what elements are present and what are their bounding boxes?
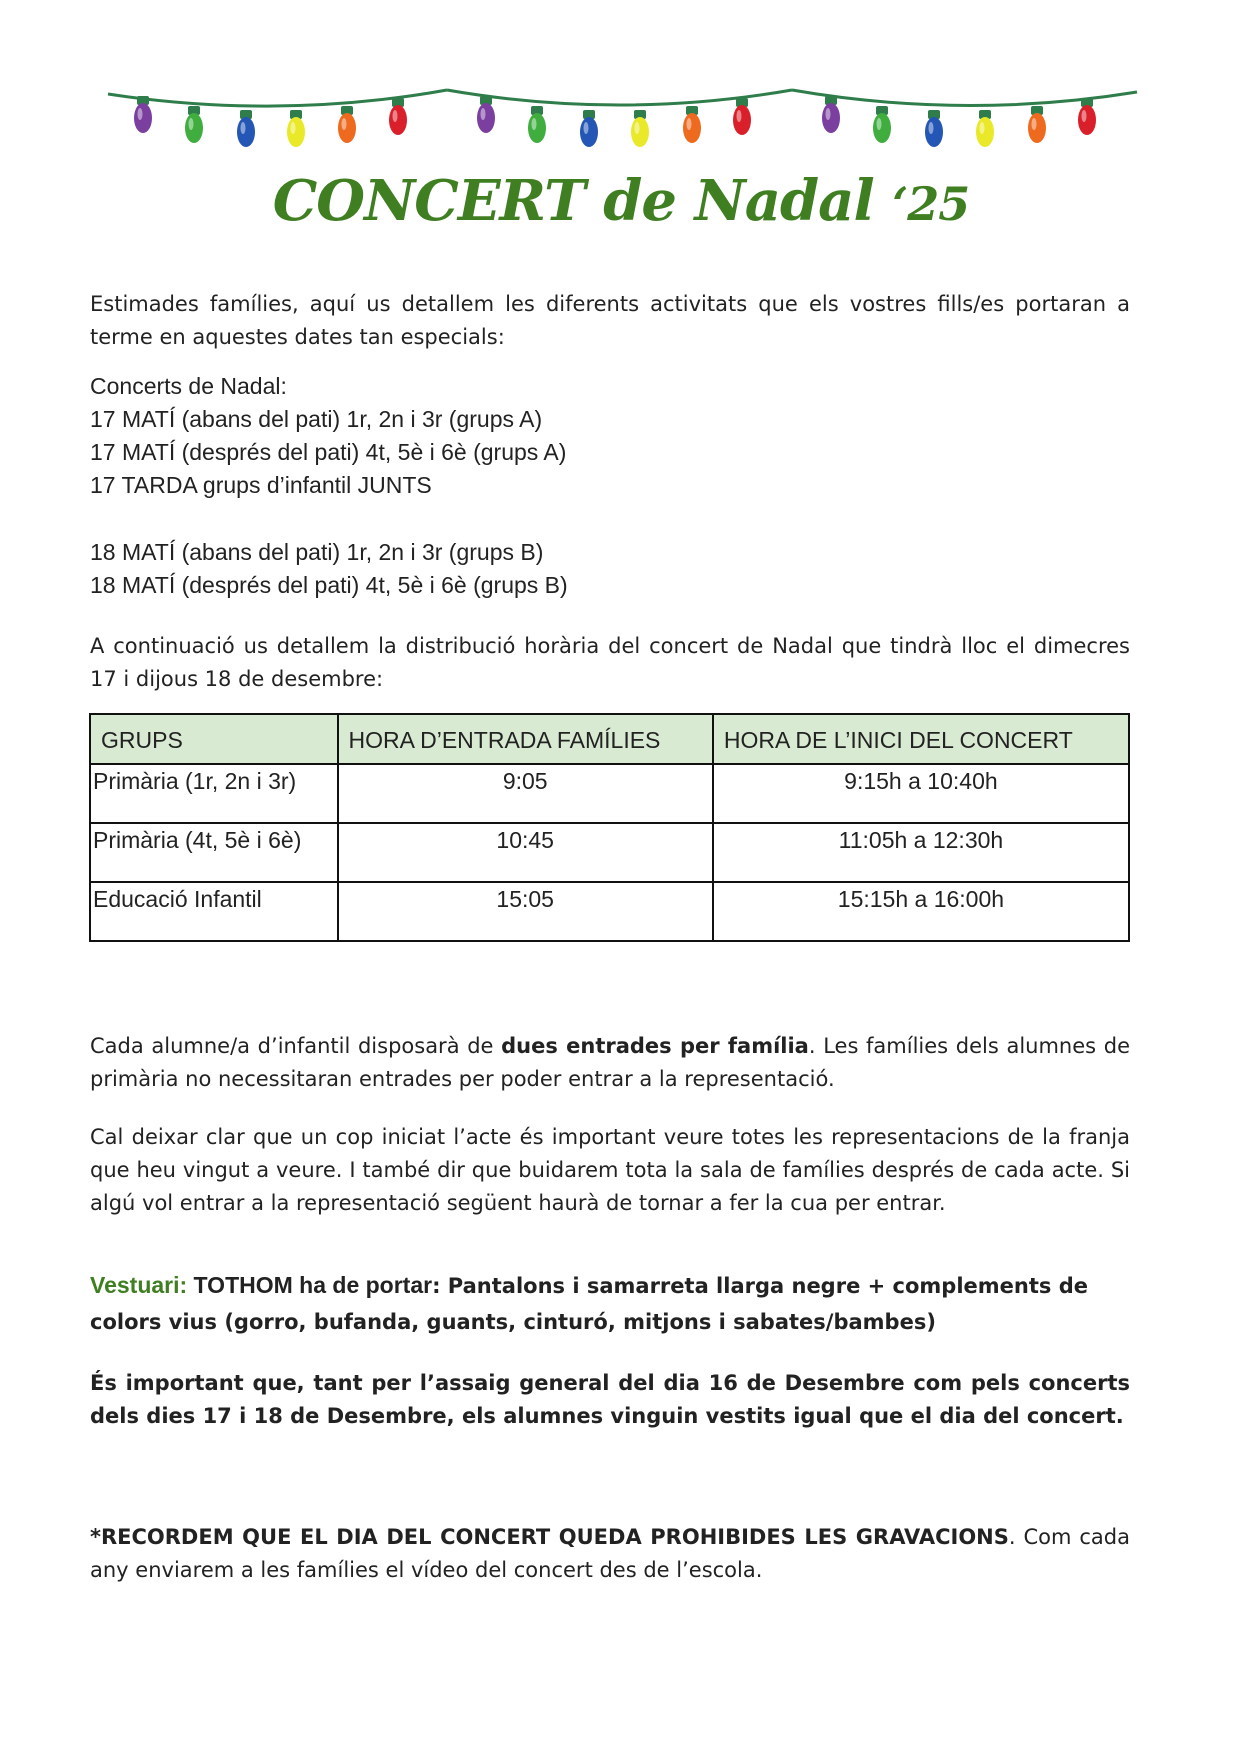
tickets-emphasis: dues entrades per família xyxy=(501,1034,809,1058)
light-bulb xyxy=(631,117,649,147)
title-text: CONCERT de Nadal xyxy=(272,168,893,234)
group-cell: Primària (1r, 2n i 3r) xyxy=(90,764,338,823)
tickets-text: . Les famílies dels alumnes de primària no necessitaran entrades per poder entrar a la representació. xyxy=(90,1034,1131,1091)
garland-string xyxy=(108,90,1137,106)
light-bulb xyxy=(873,113,891,143)
light-bulb xyxy=(822,103,840,133)
clothing-everyone: TOTHOM ha de portar xyxy=(187,1272,433,1298)
concert-time-cell: 15:15h a 16:00h xyxy=(713,882,1129,941)
table-row xyxy=(90,823,1129,882)
concert-line: 18 MATÍ (abans del pati) 1r, 2n i 3r (grups B) xyxy=(90,539,544,565)
tickets-text: Cada alumne/a d’infantil disposarà de xyxy=(90,1034,502,1058)
light-bulb xyxy=(287,117,305,147)
concert-time-cell: 9:15h a 10:40h xyxy=(713,764,1129,823)
recording-warning: *RECORDEM QUE EL DIA DEL CONCERT QUEDA PROHIBIDES LES GRAVACIONS xyxy=(90,1525,1009,1549)
concert-line: 18 MATÍ (després del pati) 4t, 5è i 6è (grups B) xyxy=(90,572,568,598)
column-header: HORA D’ENTRADA FAMÍLIES xyxy=(338,714,713,764)
clothing-paragraph xyxy=(90,1267,1130,1340)
recording-text: . Com cada any enviarem a les famílies el vídeo del concert des de l’escola. xyxy=(90,1525,1130,1582)
light-bulb xyxy=(389,105,407,135)
christmas-lights-garland xyxy=(0,0,1242,160)
light-bulb xyxy=(733,105,751,135)
clothing-details: : Pantalons i samarreta llarga negre + complements de colors vius (gorro, bufanda, guants, cinturó, mitjons i sabates/bambes) xyxy=(90,1274,1088,1334)
table-row xyxy=(90,882,1129,941)
concert-time-cell: 11:05h a 12:30h xyxy=(713,823,1129,882)
light-bulb xyxy=(237,117,255,147)
schedule-table xyxy=(89,713,1130,942)
group-cell: Educació Infantil xyxy=(90,882,338,941)
light-bulb xyxy=(1028,113,1046,143)
column-header: GRUPS xyxy=(90,714,338,764)
light-bulb xyxy=(976,117,994,147)
table-row xyxy=(90,764,1129,823)
light-bulb xyxy=(477,103,495,133)
clothing-label: Vestuari: xyxy=(90,1272,188,1298)
family-entry-time-cell: 10:45 xyxy=(338,823,713,882)
column-header: HORA DE L’INICI DEL CONCERT xyxy=(713,714,1129,764)
light-bulb xyxy=(580,117,598,147)
light-bulb xyxy=(185,113,203,143)
light-bulb xyxy=(528,113,546,143)
light-bulb xyxy=(925,117,943,147)
family-entry-time-cell: 15:05 xyxy=(338,882,713,941)
recording-paragraph xyxy=(90,1521,1130,1587)
schedule-intro-paragraph: A continuació us detallem la distribució horària del concert de Nadal que tindrà lloc el dimecres 17 i dijous 18 de desembre: xyxy=(90,634,1130,691)
intro-paragraph: Estimades famílies, aquí us detallem les diferents activitats que els vostres fills/es portaran a terme en aquestes dates tan especials: xyxy=(90,292,1130,349)
rehearsal-paragraph: És important que, tant per l’assaig general del dia 16 de Desembre com pels concerts dels dies 17 i 18 de Desembre, els alumnes vinguin vestits igual que el dia del concert. xyxy=(90,1371,1130,1428)
light-bulb xyxy=(134,103,152,133)
light-bulb xyxy=(1078,105,1096,135)
light-bulb xyxy=(683,113,701,143)
concerts-heading: Concerts de Nadal: xyxy=(90,373,287,399)
notice-paragraph: Cal deixar clar que un cop iniciat l’acte és important veure totes les representacions de la franja que heu vingut a veure. I també dir que buidarem tota la sala de famílies després de cada acte. Si algú vol entrar a la representació següent haurà de tornar a fer la cua per entrar. xyxy=(90,1125,1130,1215)
family-entry-time-cell: 9:05 xyxy=(338,764,713,823)
concert-line: 17 MATÍ (després del pati) 4t, 5è i 6è (grups A) xyxy=(90,439,567,465)
title-year: ‘25 xyxy=(892,177,970,231)
concert-line: 17 MATÍ (abans del pati) 1r, 2n i 3r (grups A) xyxy=(90,406,543,432)
group-cell: Primària (4t, 5è i 6è) xyxy=(90,823,338,882)
tickets-paragraph xyxy=(90,1030,1130,1096)
page-title xyxy=(0,168,1242,234)
light-bulb xyxy=(338,113,356,143)
concert-line: 17 TARDA grups d’infantil JUNTS xyxy=(90,472,432,498)
table-header-row xyxy=(90,714,1129,764)
